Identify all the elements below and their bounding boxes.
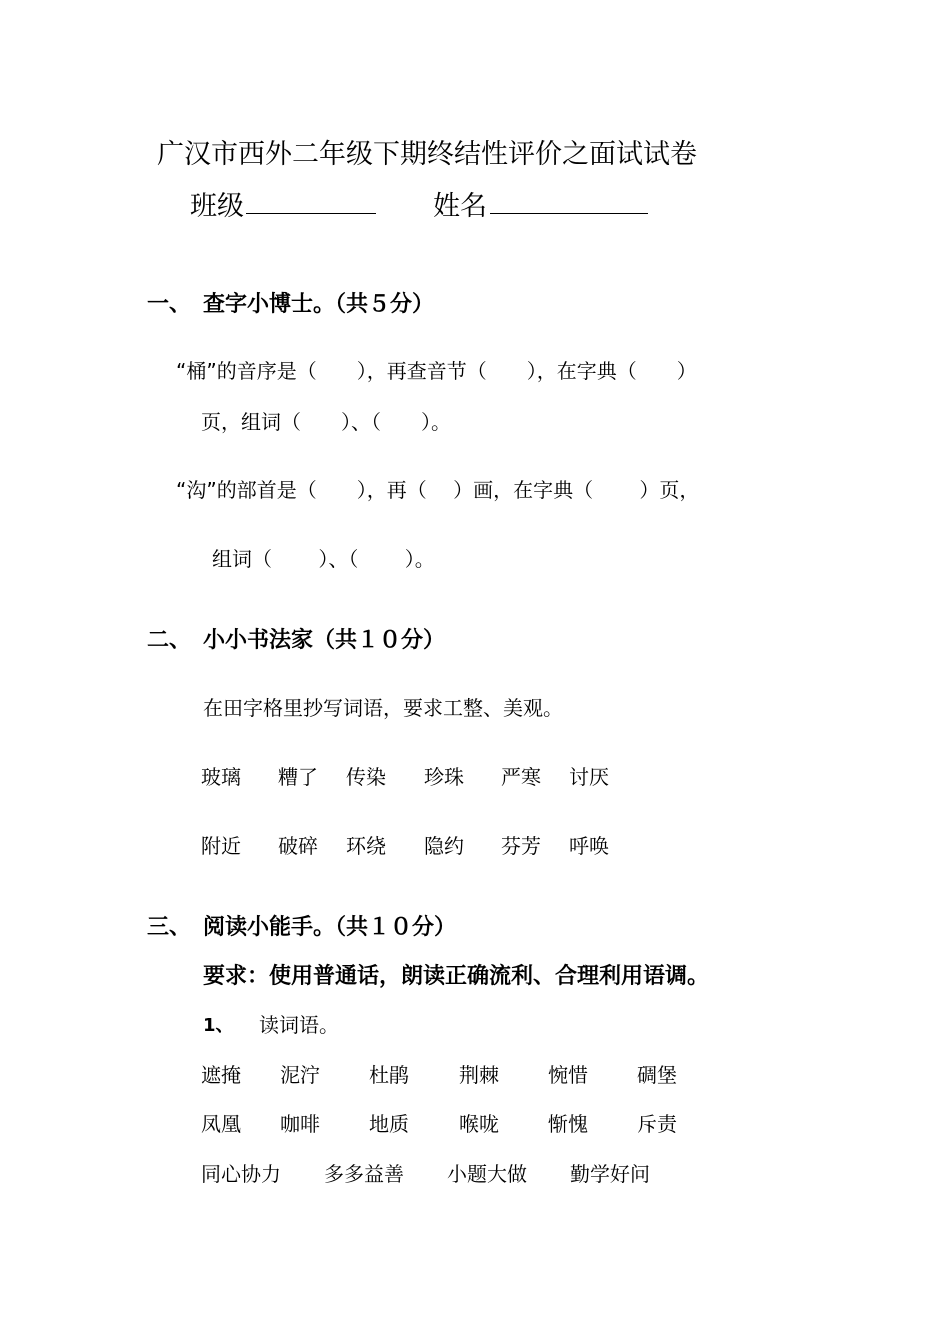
word-item: 隐约 xyxy=(424,834,464,858)
name-field[interactable] xyxy=(490,213,648,214)
word-item: 泥泞 xyxy=(280,1063,320,1087)
section-1-line-2: 页，组词（ ）、（ ）。 xyxy=(201,410,451,434)
word-item: 斥责 xyxy=(637,1112,677,1136)
word-item: 惋惜 xyxy=(548,1063,588,1087)
idiom-item: 勤学好问 xyxy=(570,1162,650,1186)
word-item: 荆棘 xyxy=(459,1063,499,1087)
section-3-item-title: 读词语。 xyxy=(259,1013,339,1037)
word-item: 地质 xyxy=(369,1112,409,1136)
section-1-line-3: “沟”的部首是（ ），再（ ）画，在字典（ ）页， xyxy=(176,478,700,502)
word-item: 珍珠 xyxy=(424,765,464,789)
idiom-item: 同心协力 xyxy=(201,1162,281,1186)
class-label: 班级 xyxy=(190,191,244,222)
word-item: 环绕 xyxy=(346,834,386,858)
word-item: 惭愧 xyxy=(548,1112,588,1136)
word-item: 碉堡 xyxy=(637,1063,677,1087)
word-item: 杜鹃 xyxy=(369,1063,409,1087)
section-2-number: 二、 xyxy=(147,628,192,653)
word-item: 玻璃 xyxy=(201,765,241,789)
word-item: 呼唤 xyxy=(569,834,609,858)
section-1-number: 一、 xyxy=(147,292,192,317)
section-1-title: 查字小博士。（共５分） xyxy=(203,292,435,317)
idiom-item: 多多益善 xyxy=(324,1162,404,1186)
word-item: 凤凰 xyxy=(201,1112,241,1136)
word-item: 芬芳 xyxy=(501,834,541,858)
section-3-requirement: 要求：使用普通话，朗读正确流利、合理利用语调。 xyxy=(203,964,710,989)
word-item: 喉咙 xyxy=(459,1112,499,1136)
name-label: 姓名 xyxy=(433,191,487,222)
word-item: 传染 xyxy=(346,765,386,789)
word-item: 糟了 xyxy=(278,765,318,789)
word-item: 破碎 xyxy=(278,834,318,858)
class-field[interactable] xyxy=(246,213,376,214)
section-3-number: 三、 xyxy=(147,915,192,940)
word-item: 讨厌 xyxy=(569,765,609,789)
idiom-item: 小题大做 xyxy=(447,1162,527,1186)
section-1-line-1: “桶”的音序是（ ），再查音节（ ），在字典（ ） xyxy=(176,359,697,383)
page-title: 广汉市西外二年级下期终结性评价之面试试卷 xyxy=(157,139,697,170)
section-3-title: 阅读小能手。（共１０分） xyxy=(203,915,457,940)
section-1-line-4: 组词（ ）、（ ）。 xyxy=(212,547,435,571)
word-item: 咖啡 xyxy=(280,1112,320,1136)
section-2-title: 小小书法家（共１０分） xyxy=(203,628,446,653)
section-3-item-number: 1、 xyxy=(203,1015,234,1036)
section-2-instruction: 在田字格里抄写词语，要求工整、美观。 xyxy=(203,696,563,720)
word-item: 附近 xyxy=(201,834,241,858)
word-item: 遮掩 xyxy=(201,1063,241,1087)
word-item: 严寒 xyxy=(501,765,541,789)
